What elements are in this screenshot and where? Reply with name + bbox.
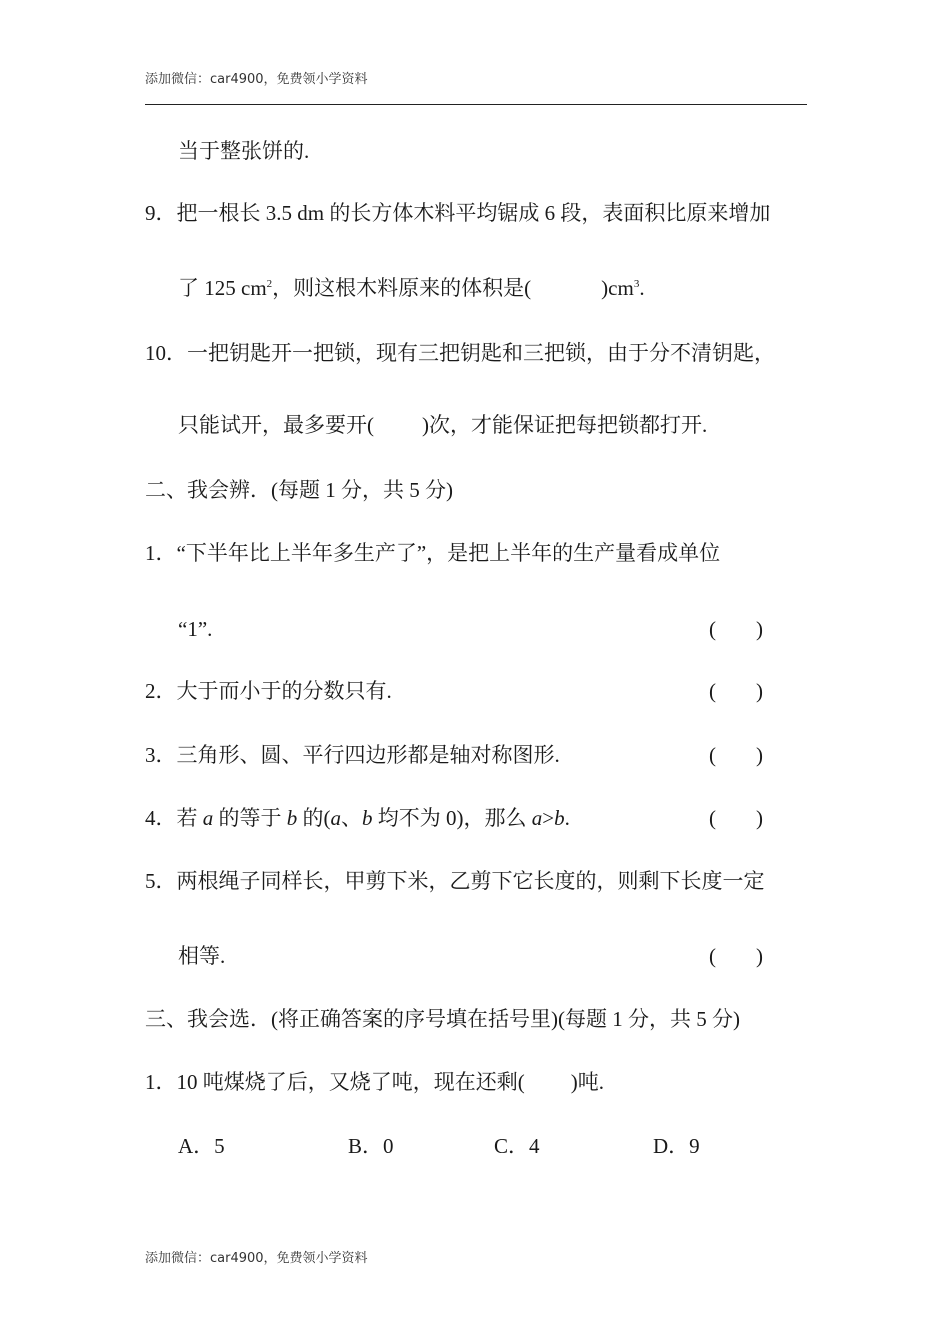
judge-2: 2．大于而小于的分数只有. xyxy=(145,679,392,703)
page-footer: 添加微信：car4900，免费领小学资料 xyxy=(145,1251,368,1266)
judge-4-answer-bracket[interactable]: ( ) xyxy=(709,806,763,830)
judge-1-line-1: 1．“下半年比上半年多生产了”，是把上半年的生产量看成单位 xyxy=(145,541,721,565)
judge-1-answer-bracket[interactable]: ( ) xyxy=(709,617,763,641)
choice-1: 1．10 吨煤烧了后，又烧了吨，现在还剩( )吨. xyxy=(145,1070,604,1094)
page-header: 添加微信：car4900，免费领小学资料 xyxy=(145,72,368,87)
judge-3-answer-bracket[interactable]: ( ) xyxy=(709,743,763,767)
header-rule xyxy=(145,104,807,105)
option-b[interactable]: B．0 xyxy=(348,1134,394,1158)
option-c[interactable]: C．4 xyxy=(494,1134,540,1158)
judge-5-line-1: 5．两根绳子同样长，甲剪下米，乙剪下它长度的，则剩下长度一定 xyxy=(145,869,765,893)
question-9-line-2: 了 125 $cm^2$，则这根木料原来的体积是( )$cm^3$. xyxy=(178,276,645,300)
option-d[interactable]: D．9 xyxy=(653,1134,700,1158)
question-9-line-1: 9．把一根长 3.5 dm 的长方体木料平均锯成 6 段，表面积比原来增加 xyxy=(145,201,771,225)
section-2-title: 二、我会辨．(每题 1 分，共 5 分) xyxy=(145,478,453,502)
judge-5-answer-bracket[interactable]: ( ) xyxy=(709,944,763,968)
judge-1-line-2: “1”. xyxy=(178,617,213,641)
judge-3: 3．三角形、圆、平行四边形都是轴对称图形. xyxy=(145,743,560,767)
judge-4: 4．若 a 的等于 b 的(a、b 均不为 0)，那么 a>b. xyxy=(145,806,570,830)
section-3-title: 三、我会选．(将正确答案的序号填在括号里)(每题 1 分，共 5 分) xyxy=(145,1007,740,1031)
question-8-continuation: 当于整张饼的. xyxy=(178,139,310,163)
judge-5-line-2: 相等. xyxy=(178,944,226,968)
judge-2-answer-bracket[interactable]: ( ) xyxy=(709,679,763,703)
option-a[interactable]: A．5 xyxy=(178,1134,225,1158)
question-10-line-2: 只能试开，最多要开( )次，才能保证把每把锁都打开. xyxy=(178,413,708,437)
question-10-line-1: 10．一把钥匙开一把锁，现有三把钥匙和三把锁，由于分不清钥匙， xyxy=(145,341,775,365)
